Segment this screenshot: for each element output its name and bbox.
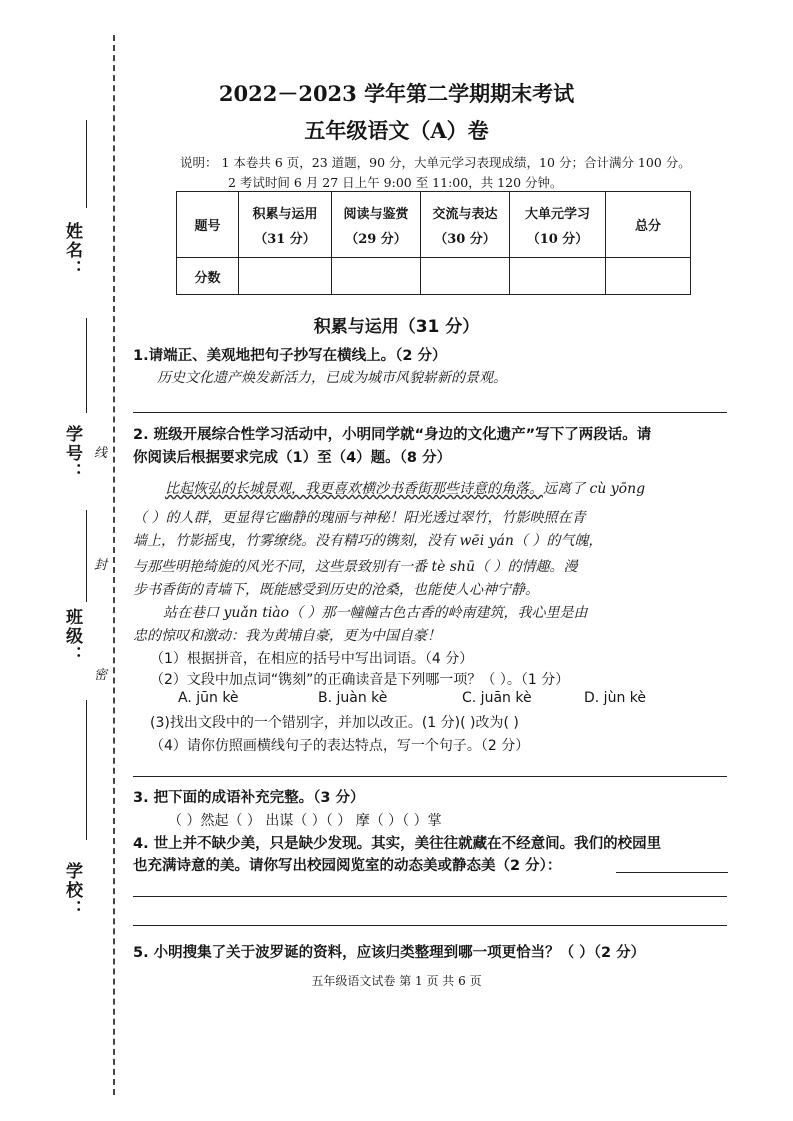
binding-char-feng: 封 <box>94 552 107 575</box>
question-2-prompt-1: 2. 班级开展综合性学习活动中，小明同学就“身边的文化遗产”写下了两段话。请 <box>133 427 652 443</box>
score-table <box>176 191 691 295</box>
question-2-passage-line-6: 站在巷口 yuǎn tiào（ ）那一幢幢古色古香的岭南建筑，我心里是由 <box>163 605 588 621</box>
question-5-prompt: 5. 小明搜集了关于波罗诞的资料，应该归类整理到哪一项更恰当？（ ）（2 分） <box>133 945 646 961</box>
school-write-line[interactable] <box>86 700 87 840</box>
table-col-total: 总分 <box>606 192 691 258</box>
question-2-passage-line-1: 比起恢弘的长城景观，我更喜欢横沙书香街那些诗意的角落。远离了 cù yōng <box>165 481 646 497</box>
score-cell[interactable] <box>421 258 510 295</box>
class-write-line[interactable] <box>86 510 87 602</box>
exam-title: 2022－2023 学年第二学期期末考试 <box>218 81 575 106</box>
binding-char-mi: 密 <box>94 662 107 685</box>
name-label: 姓名： <box>62 222 82 279</box>
score-cell[interactable] <box>332 258 421 295</box>
table-header-label: 题号 <box>177 192 239 258</box>
question-2-passage-line-5: 步书香街的青墙下，既能感受到历史的沧桑，也能使人心神宁静。 <box>133 582 539 598</box>
question-2-sub-3: (3)找出文段中的一个错别字，并加以改正。(1 分)( )改为( ) <box>150 715 519 731</box>
question-4-answer-line-3[interactable] <box>133 925 727 926</box>
score-cell[interactable] <box>239 258 332 295</box>
binding-dashed-line <box>113 35 115 1095</box>
option-d[interactable]: D. jùn kè <box>584 690 646 706</box>
option-c[interactable]: C. juān kè <box>462 690 532 706</box>
table-col-accumulation: 积累与运用 （31 分） <box>239 192 332 258</box>
question-3-prompt: 3. 把下面的成语补充完整。（3 分） <box>133 790 365 806</box>
table-score-label: 分数 <box>177 258 239 295</box>
question-2-sub-2: （2）文段中加点词“镌刻”的正确读音是下列哪一项？（ ）。（1 分） <box>150 672 570 688</box>
option-a[interactable]: A. jūn kè <box>178 690 239 706</box>
table-col-reading: 阅读与鉴赏 （29 分） <box>332 192 421 258</box>
question-1-prompt: 1.请端正、美观地把句子抄写在横线上。（2 分） <box>133 348 447 364</box>
question-2-sub-1: （1）根据拼音，在相应的括号中写出词语。（4 分） <box>150 651 474 667</box>
section-title: 积累与运用（31 分） <box>313 317 480 337</box>
class-label: 班级： <box>62 608 82 665</box>
question-2-passage-line-4: 与那些明艳绮旎的风光不同，这些景致别有一番 tè shū（ ）的情趣。漫 <box>133 559 578 575</box>
id-label: 学号： <box>62 425 82 482</box>
question-1-sentence: 历史文化遗产焕发新活力，已成为城市风貌崭新的景观。 <box>157 370 507 386</box>
page-footer: 五年级语文试卷 第 1 页 共 6 页 <box>311 974 482 988</box>
binding-char-xian: 线 <box>94 440 107 463</box>
score-cell[interactable] <box>606 258 691 295</box>
score-cell[interactable] <box>510 258 606 295</box>
question-2-sub-4: （4）请你仿照画横线句子的表达特点，写一个句子。（2 分） <box>150 738 530 754</box>
exam-subtitle: 五年级语文（A）卷 <box>304 118 489 143</box>
table-col-expression: 交流与表达 （30 分） <box>421 192 510 258</box>
question-2-passage-line-7: 忠的惊叹和激动：我为黄埔自豪，更为中国自豪！ <box>133 628 441 644</box>
question-3-idioms: （ ）然起（ ） 出谋（ ）（ ） 摩（ ）（ ）掌 <box>168 813 442 829</box>
exam-note-2: 2 考试时间 6 月 27 日上午 9:00 至 11:00，共 120 分钟。 <box>228 175 563 190</box>
question-2-passage-line-2: （ ）的人群，更显得它幽静的瑰丽与神秘！阳光透过翠竹，竹影映照在青 <box>133 510 586 526</box>
question-2-passage-line-3: 墙上，竹影摇曳，竹雾缭绕。没有精巧的镌刻，没有 wēi yán（ ）的气魄， <box>133 533 603 549</box>
table-col-unit-learning: 大单元学习 （10 分） <box>510 192 606 258</box>
question-4-answer-line-1[interactable] <box>616 872 728 873</box>
underlined-sentence: 比起恢弘的长城景观，我更喜欢横沙书香街那些诗意的角落。 <box>165 481 543 497</box>
school-label: 学校： <box>62 862 82 919</box>
question-4-prompt-1: 4. 世上并不缺少美，只是缺少发现。其实，美往往就藏在不经意间。我们的校园里 <box>133 836 662 852</box>
question-4-answer-line-2[interactable] <box>133 896 727 897</box>
question-4-prompt-2: 也充满诗意的美。请你写出校园阅览室的动态美或静态美（2 分）： <box>133 858 562 874</box>
exam-note-1: 说明： 1 本卷共 6 页，23 道题，90 分，大单元学习表现成绩，10 分；合计满分 100 分。 <box>180 155 691 170</box>
question-2-prompt-2: 你阅读后根据要求完成（1）至（4）题。（8 分） <box>133 450 452 466</box>
question-1-answer-line[interactable] <box>133 412 727 413</box>
option-b[interactable]: B. juàn kè <box>318 690 388 706</box>
question-2-answer-line[interactable] <box>133 776 727 777</box>
